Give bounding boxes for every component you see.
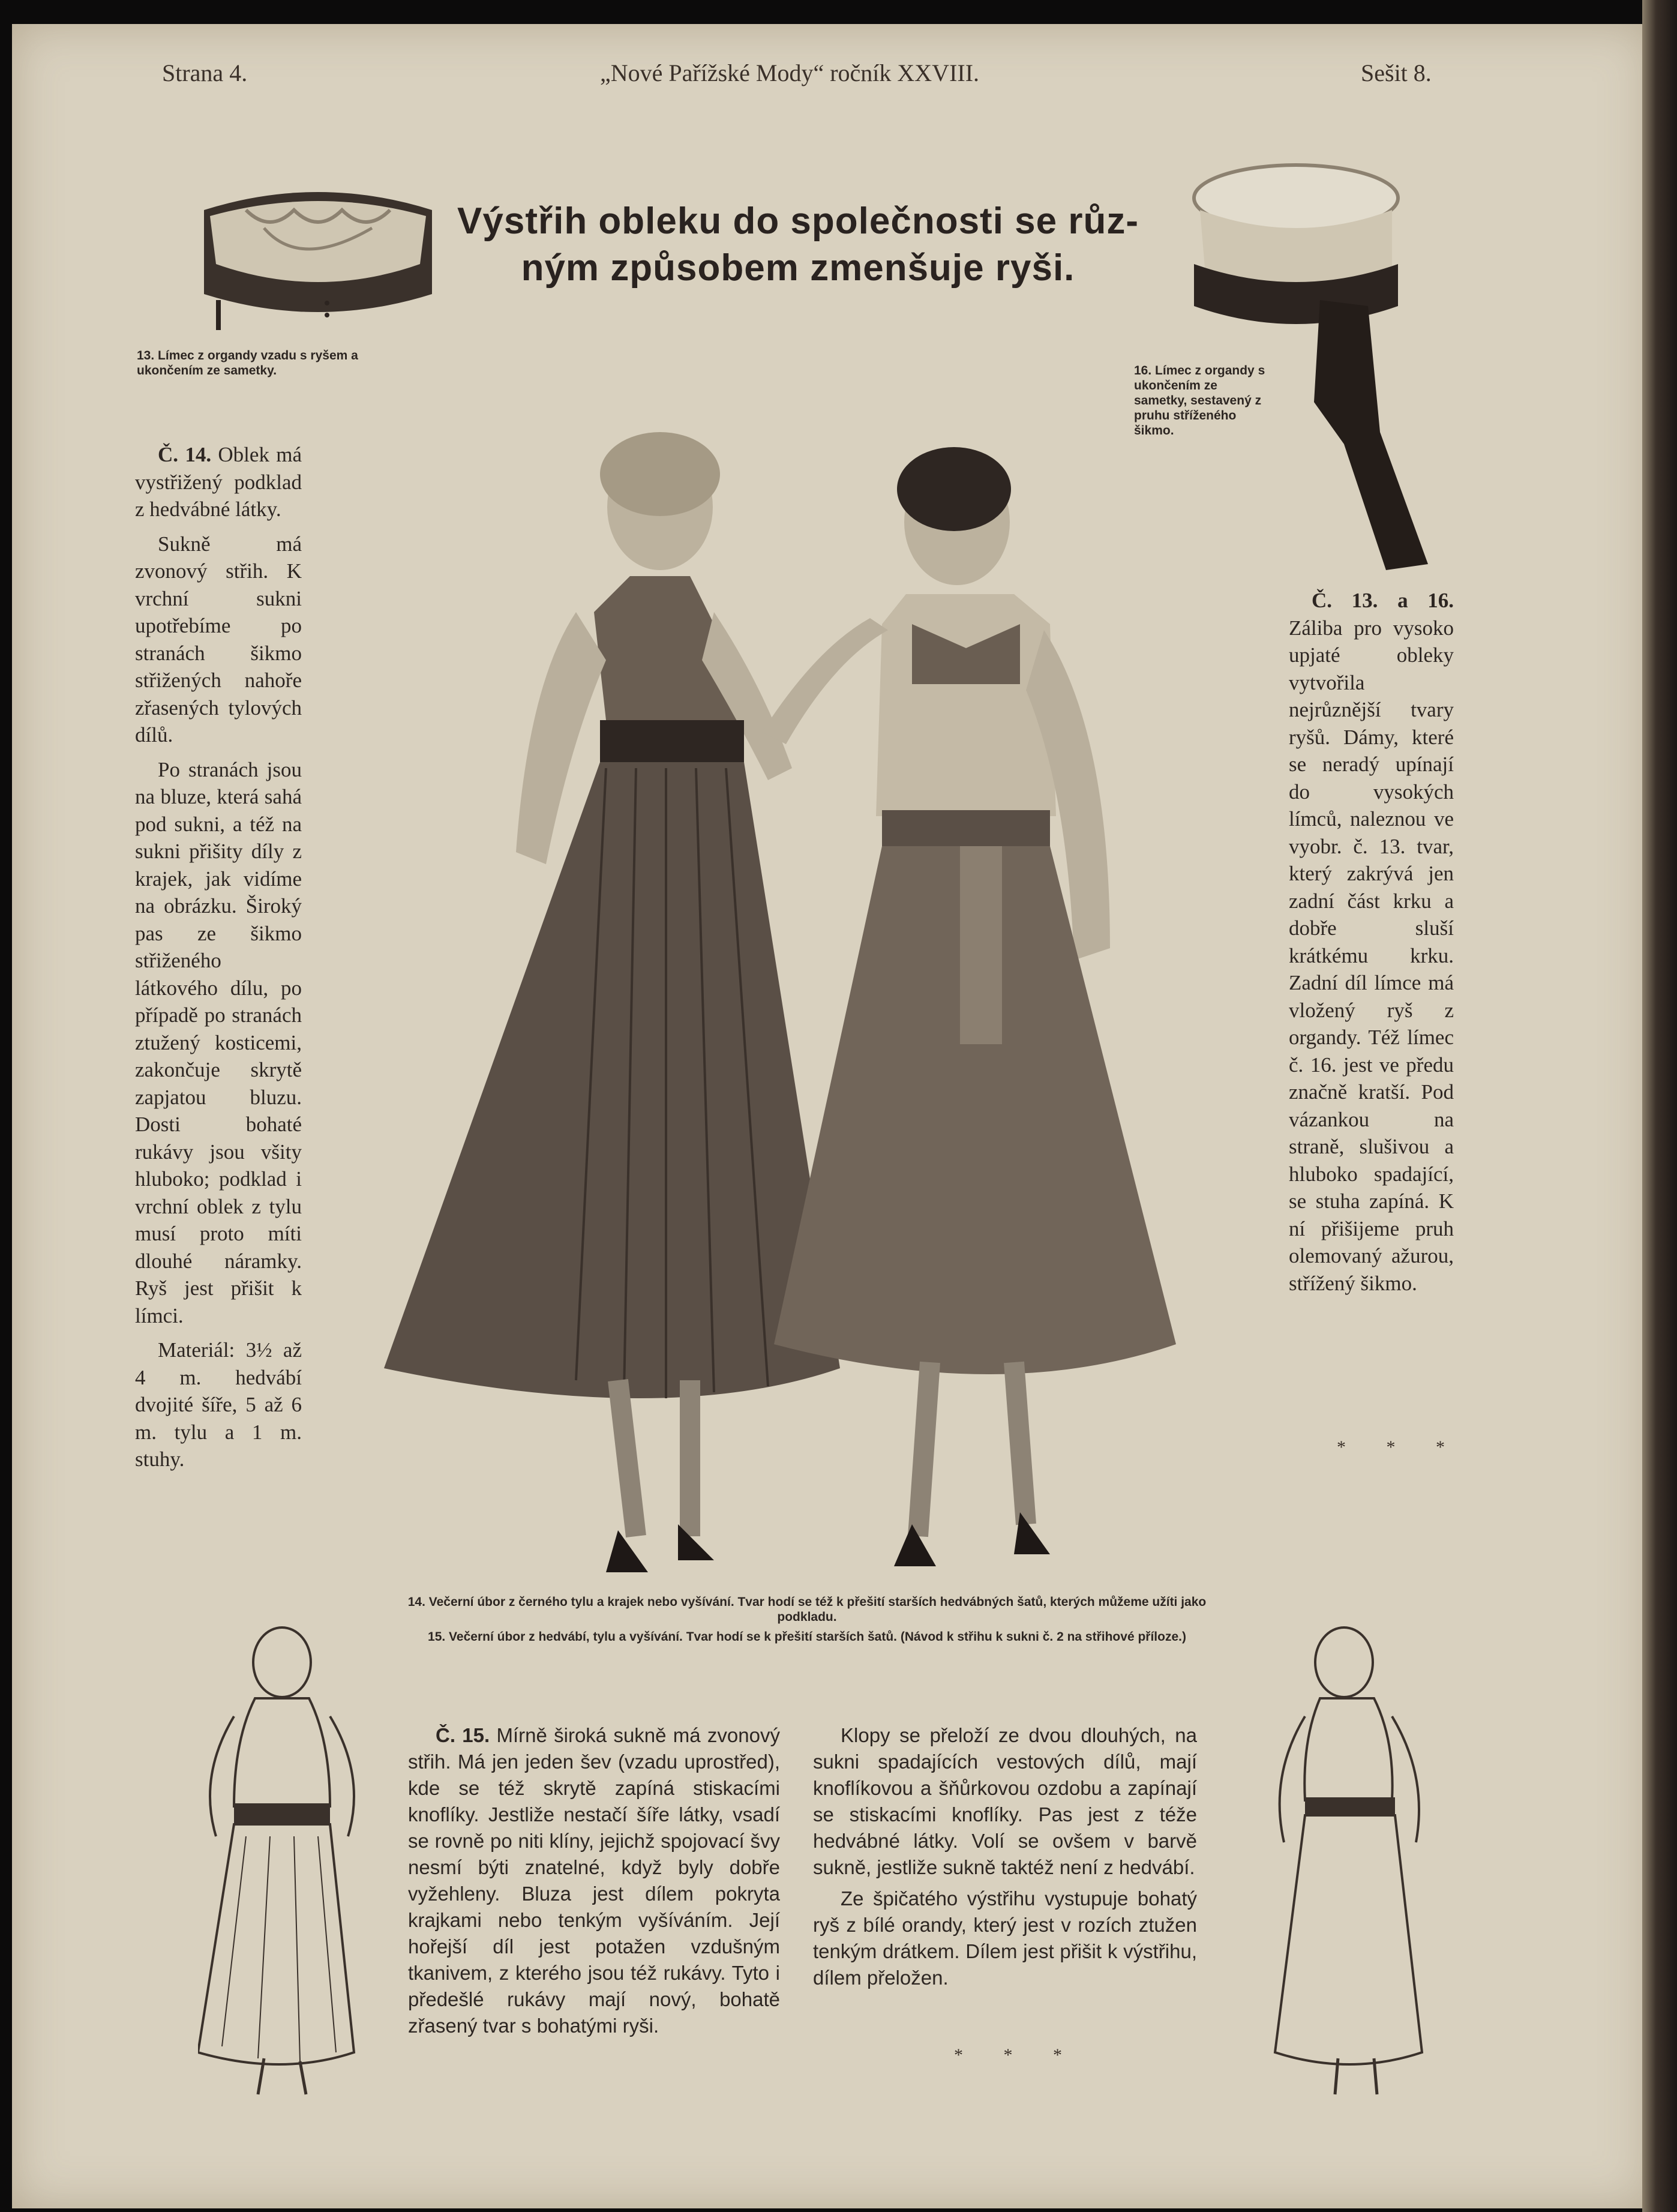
article-title-line2: ným způsobem zmenšuje ryši. xyxy=(521,247,1075,289)
book-binding-edge xyxy=(1642,0,1677,2212)
left-col-p2: Sukně má zvonový střih. K vrchní sukni upotřebíme po stranách šikmo střižených nahoře zřasených tylových dílů. xyxy=(135,532,302,747)
caption-fig13: 13. Límec z organdy vzadu s ryšem a ukončením ze sametky. xyxy=(137,349,358,377)
left-col-lead: Č. 14. xyxy=(158,443,212,466)
bottom-right-stars: * * * xyxy=(954,2045,1080,2065)
caption-fig16: 16. Límec z organdy s ukončením ze sametky, sestavený z pruhu stříženého šikmo. xyxy=(1134,364,1265,437)
right-column-text xyxy=(1289,587,1454,1304)
page-number: Strana 4. xyxy=(162,59,248,86)
caption-fig15: 15. Večerní úbor z hedvábí, tylu a vyšívání. Tvar hodí se k přešití starších šatů. (Návod k střihu k sukni č. 2 na střihové příloze.) xyxy=(428,1630,1186,1644)
back-view-sketch-14 xyxy=(198,1620,366,2100)
left-column-text xyxy=(135,441,302,1480)
bottom-left-text xyxy=(408,1722,780,2039)
bottom-left-body: Mírně široká sukně má zvonový střih. Má jen jeden šev (vzadu uprostřed), kde se též skrytě zapíná stiskacími knoflíky. Jestliže nestačí šíře látky, vsadí se rovně po niti klíny, jejichž spojovací švy nesmí býti znatelné, když byly dobře vyžehleny. Bluza jest dílem pokryta krajkami nebo tenkým vyšíváním. Její hořejší díl jest potažen vzdušným tkanivem, z kterého jsou též rukávy. Tyto i předešlé rukávy mají nový, bohatě zřasený tvar s bohatými ryši. xyxy=(408,1724,780,2037)
right-col-lead: Č. 13. a 16. xyxy=(1312,589,1454,612)
fashion-plate-illustration xyxy=(378,432,1230,1584)
left-col-p1: Oblek má vystřižený podklad z hedvábné látky. xyxy=(135,443,302,521)
back-view-sketch-15 xyxy=(1272,1620,1434,2100)
left-col-p4: Materiál: 3½ až 4 m. hedvábí dvojité šíře, 5 až 6 m. tylu a 1 m. stuhy. xyxy=(135,1338,302,1471)
bottom-right-p1: Klopy se přeloží ze dvou dlouhých, na sukni spadajících vestových dílů, mají knoflíkovou a šňůrkovou ozdobu a zapínají se stiskacími knoflíky. Pas jest z téže hedvábné látky. Volí se ovšem v barvě sukně, jestliže sukně taktéž není z hedvábí. xyxy=(813,1724,1197,1878)
article-title xyxy=(444,198,1152,292)
article-title-line1: Výstřih obleku do společnosti se růz- xyxy=(457,200,1139,242)
right-col-p1: Záliba pro vysoko upjaté obleky vytvořila nejrůznější tvary ryšů. Dámy, které se neradý upínají do vysokých límců, naleznou ve vyobr. č. 13. tvar, který zakrývá jen zadní část krku a dobře sluší krátkému krku. Zadní díl límce má vložený ryš z organdy. Též límec č. 16. jest ve předu značně kratší. Pod vázankou na straně, slušivou a hluboko spadající, se stuha zapíná. K ní přišijeme pruh olemovaný ažurou, střížený šikmo. xyxy=(1289,616,1454,1295)
bottom-right-p2: Ze špičatého výstřihu vystupuje bohatý ryš z bílé orandy, který jest v rozích ztužen tenkým drátkem. Dílem jest přišit k výstřihu, dílem přeložen. xyxy=(813,1887,1197,1989)
bottom-left-lead: Č. 15. xyxy=(436,1724,490,1746)
right-col-stars: * * * xyxy=(1337,1437,1463,1457)
bottom-right-text xyxy=(813,1722,1197,1991)
issue-number: Sešit 8. xyxy=(1361,59,1432,86)
left-col-p3: Po stranách jsou na bluze, která sahá pod sukni, a též na sukni přišity díly z krajek, jak vidíme na obrázku. Široký pas ze šikmo střiženého látkového dílu, po případě po stranách ztužený kosticemi, zakončuje skrytě zapjatou bluzu. Dosti bohaté rukávy jsou všity hluboko; podklad i vrchní oblek z tylu musí proto míti dlouhé náramky. Ryš jest přišit k límci. xyxy=(135,757,302,1327)
collar-13-illustration xyxy=(192,174,444,336)
caption-fig14: 14. Večerní úbor z černého tylu a krajek nebo vyšívání. Tvar hodí se též k přešití starších hedvábných šatů, kterých můžeme užíti jako podkladu. xyxy=(407,1595,1207,1624)
magazine-title: „Nové Pařížské Mody“ ročník XXVIII. xyxy=(600,59,980,86)
